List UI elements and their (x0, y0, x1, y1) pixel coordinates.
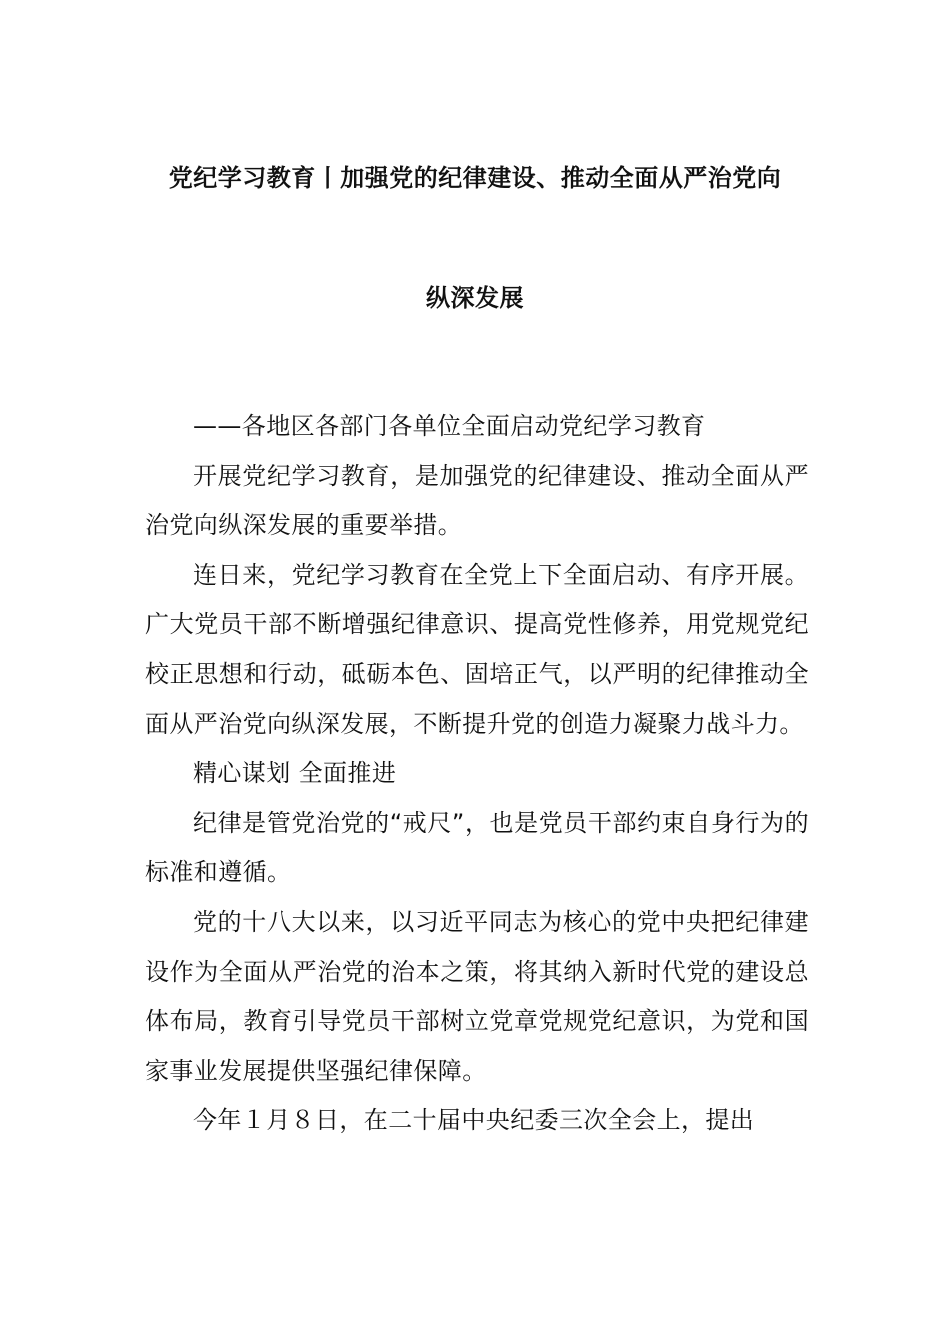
section-heading: 精心谋划 全面推进 (193, 759, 397, 788)
body-paragraph: 纪律是管党治党的“戒尺”，也是党员干部约束自身行为的标准和遵循。 (145, 808, 809, 887)
document-title-line-2: 纵深发展 (426, 284, 524, 312)
subtitle-paragraph: ——各地区各部门各单位全面启动党纪学习教育 (193, 412, 706, 440)
body-paragraph: 党的十八大以来，以习近平同志为核心的党中央把纪律建设作为全面从严治党的治本之策，将其纳入新时代党的建设总体布局，教育引导党员干部树立党章党规党纪意识，为党和国家事业发展提供坚强纪律保障。 (145, 907, 809, 1085)
body-paragraph: 连日来，党纪学习教育在全党上下全面启动、有序开展。广大党员干部不断增强纪律意识、提高党性修养，用党规党纪校正思想和行动，砥砺本色、固培正气，以严明的纪律推动全面从严治党向纵深发展，不断提升党的创造力凝聚力战斗力。 (145, 560, 809, 738)
body-paragraph: 开展党纪学习教育，是加强党的纪律建设、推动全面从严治党向纵深发展的重要举措。 (145, 461, 809, 540)
document-title-line-1: 党纪学习教育丨加强党的纪律建设、推动全面从严治党向 (168, 164, 782, 192)
document-body (145, 402, 809, 1146)
body-paragraph: 今年１月８日，在二十届中央纪委三次全会上，提出 (193, 1106, 755, 1135)
